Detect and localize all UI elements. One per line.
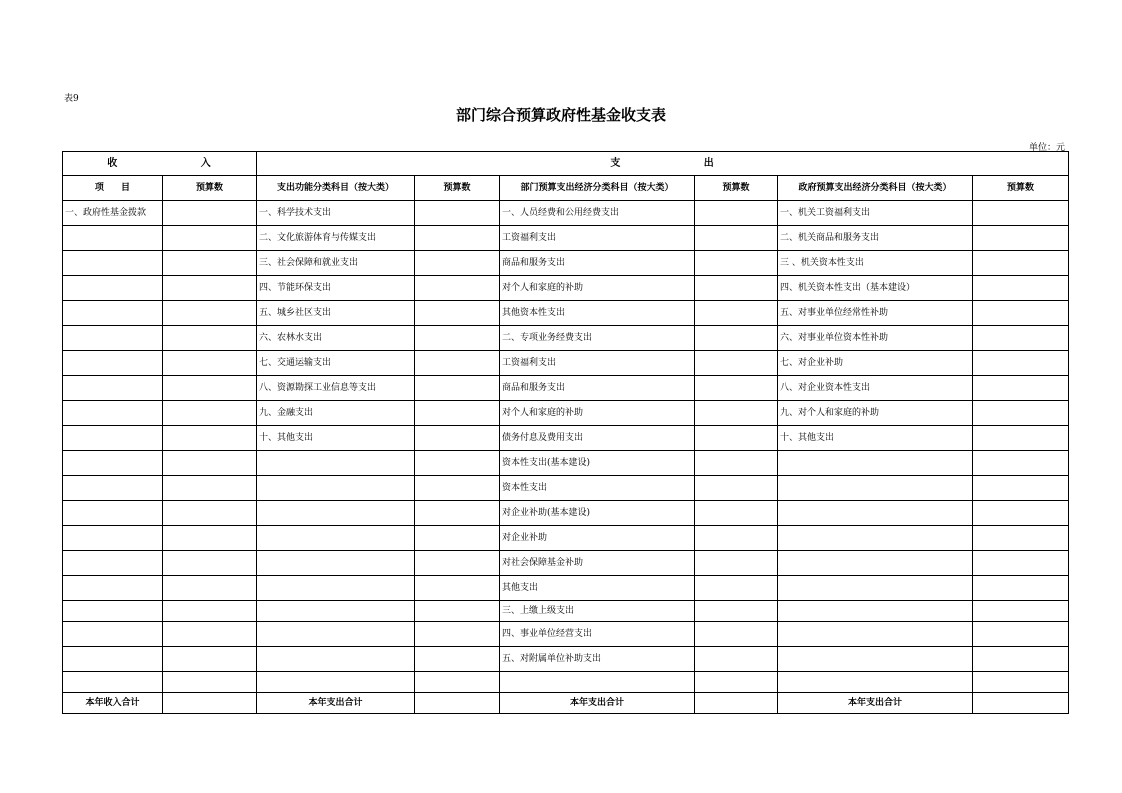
func-item: 十、其他支出 [257,426,415,451]
func-budget-header: 预算数 [415,176,500,201]
func-item: 八、资源勘探工业信息等支出 [257,376,415,401]
dept-budget-header: 预算数 [695,176,778,201]
budget-cell [163,376,257,401]
budget-cell [695,647,778,672]
func-item [257,622,415,647]
dept-item: 债务付息及费用支出 [500,426,695,451]
dept-item: 商品和服务支出 [500,251,695,276]
budget-cell [415,276,500,301]
expense-total-label: 本年支出合计 [778,693,973,714]
dept-item: 四、事业单位经营支出 [500,622,695,647]
dept-item: 对个人和家庭的补助 [500,276,695,301]
dept-item: 资本性支出 [500,476,695,501]
gov-item: 八、对企业资本性支出 [778,376,973,401]
income-item [63,351,163,376]
budget-cell [415,226,500,251]
income-budget-header: 预算数 [163,176,257,201]
budget-cell [415,501,500,526]
income-item [63,501,163,526]
income-item [63,301,163,326]
budget-cell [695,451,778,476]
func-item: 七、交通运输支出 [257,351,415,376]
func-item: 九、金融支出 [257,401,415,426]
budget-table [62,151,1069,714]
gov-item: 三 、机关资本性支出 [778,251,973,276]
gov-item [778,451,973,476]
func-item [257,501,415,526]
gov-item [778,647,973,672]
gov-item: 六、对事业单位资本性补助 [778,326,973,351]
budget-cell [163,601,257,622]
income-item [63,672,163,693]
budget-cell [163,351,257,376]
budget-cell [415,601,500,622]
income-item [63,276,163,301]
budget-cell [163,251,257,276]
gov-item [778,576,973,601]
budget-cell [695,693,778,714]
budget-cell [163,426,257,451]
table-row [63,576,1069,601]
table-row [63,351,1069,376]
dept-item [500,672,695,693]
gov-item: 九、对个人和家庭的补助 [778,401,973,426]
budget-cell [695,576,778,601]
dept-item: 二、专项业务经费支出 [500,326,695,351]
budget-cell [695,601,778,622]
budget-cell [973,551,1069,576]
budget-cell [163,451,257,476]
income-item [63,622,163,647]
gov-class-header: 政府预算支出经济分类科目（按大类） [778,176,973,201]
budget-cell [415,351,500,376]
budget-cell [973,201,1069,226]
budget-cell [695,201,778,226]
budget-cell [695,301,778,326]
dept-item: 工资福利支出 [500,226,695,251]
table-row [63,376,1069,401]
table-row [63,401,1069,426]
budget-cell [973,326,1069,351]
table-row [63,526,1069,551]
dept-item: 对个人和家庭的补助 [500,401,695,426]
gov-item [778,526,973,551]
budget-cell [695,376,778,401]
budget-cell [973,693,1069,714]
income-total-label: 本年收入合计 [63,693,163,714]
budget-cell [415,401,500,426]
budget-cell [973,476,1069,501]
income-item [63,251,163,276]
table-row [63,301,1069,326]
table-row [63,251,1069,276]
budget-cell [973,226,1069,251]
func-item [257,601,415,622]
income-item: 一、政府性基金拨款 [63,201,163,226]
budget-cell [415,326,500,351]
budget-cell [973,622,1069,647]
budget-cell [415,476,500,501]
dept-item: 对社会保障基金补助 [500,551,695,576]
budget-cell [163,576,257,601]
budget-cell [973,451,1069,476]
budget-cell [163,276,257,301]
budget-cell [695,251,778,276]
table-row [63,647,1069,672]
budget-cell [163,647,257,672]
func-item: 三、社会保障和就业支出 [257,251,415,276]
income-item [63,551,163,576]
gov-item: 五、对事业单位经常性补助 [778,301,973,326]
budget-cell [163,326,257,351]
income-item [63,401,163,426]
dept-item: 工资福利支出 [500,351,695,376]
table-row [63,476,1069,501]
budget-cell [695,622,778,647]
table-row [63,201,1069,226]
budget-cell [695,276,778,301]
budget-cell [415,551,500,576]
gov-item: 十、其他支出 [778,426,973,451]
budget-cell [973,672,1069,693]
func-item [257,672,415,693]
gov-item: 二、机关商品和服务支出 [778,226,973,251]
dept-item: 一、人员经费和公用经费支出 [500,201,695,226]
func-item [257,576,415,601]
budget-cell [973,426,1069,451]
budget-cell [695,426,778,451]
table-row [63,326,1069,351]
budget-cell [163,226,257,251]
budget-cell [415,451,500,476]
unit-label: 单位：元 [1028,143,1065,153]
budget-cell [415,647,500,672]
budget-cell [415,376,500,401]
expense-total-label: 本年支出合计 [500,693,695,714]
budget-cell [973,301,1069,326]
budget-cell [163,551,257,576]
budget-cell [415,622,500,647]
budget-cell [973,576,1069,601]
dept-item: 五、对附属单位补助支出 [500,647,695,672]
income-item [63,376,163,401]
gov-item: 一、机关工资福利支出 [778,201,973,226]
budget-cell [695,501,778,526]
budget-cell [695,326,778,351]
income-header: 收 入 [63,152,257,176]
func-class-header: 支出功能分类科目（按大类） [257,176,415,201]
budget-cell [695,226,778,251]
income-item [63,576,163,601]
budget-cell [163,501,257,526]
func-item [257,551,415,576]
table-row [63,226,1069,251]
budget-cell [415,201,500,226]
income-item [63,476,163,501]
gov-item [778,501,973,526]
budget-cell [415,251,500,276]
budget-cell [415,526,500,551]
dept-item: 其他资本性支出 [500,301,695,326]
table-number: 表9 [64,94,79,104]
table-row [63,551,1069,576]
func-item: 四、节能环保支出 [257,276,415,301]
table-row [63,622,1069,647]
expense-total-label: 本年支出合计 [257,693,415,714]
header-row-1 [63,152,1069,176]
total-row [63,693,1069,714]
header-row-2 [63,176,1069,201]
budget-cell [163,476,257,501]
dept-item: 资本性支出(基本建设) [500,451,695,476]
dept-item: 其他支出 [500,576,695,601]
budget-cell [973,351,1069,376]
budget-cell [163,622,257,647]
gov-item [778,551,973,576]
budget-cell [973,276,1069,301]
func-item: 二、文化旅游体育与传媒支出 [257,226,415,251]
budget-cell [695,476,778,501]
budget-cell [415,693,500,714]
func-item [257,526,415,551]
dept-item: 商品和服务支出 [500,376,695,401]
budget-cell [695,351,778,376]
budget-cell [163,672,257,693]
income-item [63,451,163,476]
table-row [63,601,1069,622]
dept-item: 对企业补助 [500,526,695,551]
table-row [63,426,1069,451]
budget-cell [415,576,500,601]
income-item [63,601,163,622]
func-item: 一、科学技术支出 [257,201,415,226]
func-item [257,476,415,501]
gov-item [778,601,973,622]
gov-budget-header: 预算数 [973,176,1069,201]
gov-item [778,476,973,501]
budget-cell [695,526,778,551]
dept-class-header: 部门预算支出经济分类科目（按大类） [500,176,695,201]
budget-cell [973,251,1069,276]
income-item [63,647,163,672]
budget-cell [973,526,1069,551]
budget-cell [973,401,1069,426]
budget-cell [163,693,257,714]
budget-cell [163,401,257,426]
budget-cell [163,526,257,551]
page-title: 部门综合预算政府性基金收支表 [455,106,666,124]
dept-item: 对企业补助(基本建设) [500,501,695,526]
budget-cell [695,401,778,426]
budget-cell [973,601,1069,622]
table-row [63,451,1069,476]
gov-item: 四、机关资本性支出（基本建设） [778,276,973,301]
gov-item [778,672,973,693]
income-item [63,326,163,351]
budget-cell [415,672,500,693]
budget-cell [973,647,1069,672]
budget-cell [695,672,778,693]
budget-cell [973,376,1069,401]
func-item: 六、农林水支出 [257,326,415,351]
item-header: 项 目 [63,176,163,201]
gov-item [778,622,973,647]
table-row [63,501,1069,526]
budget-cell [415,426,500,451]
gov-item: 七、对企业补助 [778,351,973,376]
budget-cell [163,301,257,326]
dept-item: 三、上缴上级支出 [500,601,695,622]
func-item [257,647,415,672]
income-item [63,426,163,451]
income-item [63,526,163,551]
func-item: 五、城乡社区支出 [257,301,415,326]
income-item [63,226,163,251]
budget-cell [695,551,778,576]
table-row [63,672,1069,693]
expense-header: 支 出 [257,152,1069,176]
budget-cell [415,301,500,326]
func-item [257,451,415,476]
budget-cell [163,201,257,226]
table-row [63,276,1069,301]
budget-cell [973,501,1069,526]
